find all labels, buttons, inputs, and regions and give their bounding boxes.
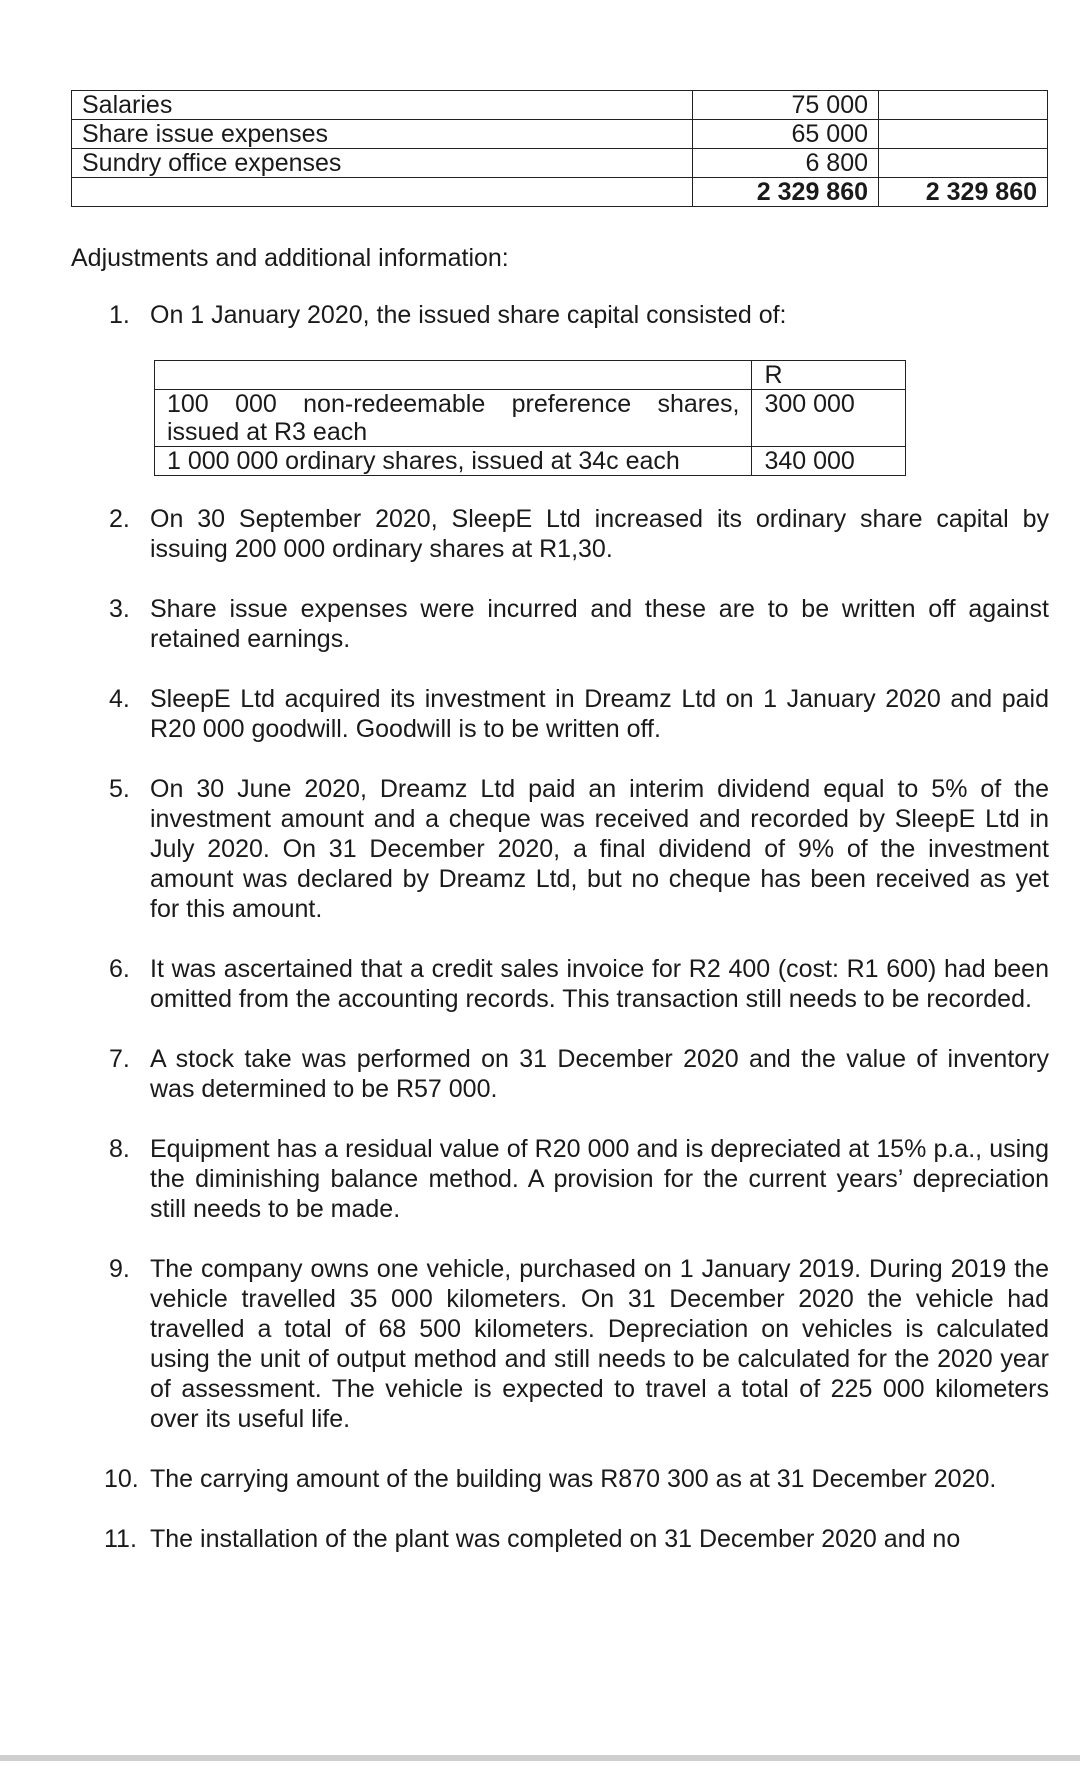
- credit-cell: [879, 91, 1048, 120]
- item-text: On 30 June 2020, Dreamz Ltd paid an interim dividend equal to 5% of the investment amount and a cheque was received and recorded by SleepE Ltd in July 2020. On 31 December 2020, a final dividend of 9% of the investment amount was declared by Dreamz Ltd, but no cheque has been received as yet for this amount.: [150, 775, 1049, 923]
- table-row: [72, 120, 1048, 149]
- table-row: [72, 91, 1048, 120]
- list-item: [71, 774, 1049, 924]
- item-text: Share issue expenses were incurred and these are to be written off against retained earnings.: [150, 595, 1049, 653]
- adjustments-heading: Adjustments and additional information:: [71, 244, 509, 272]
- share-amount: 340 000: [752, 447, 906, 476]
- item-text: Equipment has a residual value of R20 000 and is depreciated at 15% p.a., using the diminishing balance method. A provision for the current years’ depreciation still needs to be made.: [150, 1135, 1049, 1223]
- list-item: [71, 300, 1049, 476]
- item-number: 6.: [109, 955, 130, 983]
- debit-cell: 65 000: [693, 120, 879, 149]
- trial-balance-table: [71, 90, 1048, 207]
- item-number: 11.: [104, 1525, 137, 1553]
- item-text: On 30 September 2020, SleepE Ltd increased its ordinary share capital by issuing 200 000 ordinary shares at R1,30.: [150, 505, 1049, 563]
- debit-total: 2 329 860: [693, 178, 879, 207]
- row-label: Share issue expenses: [72, 120, 693, 149]
- share-amount: 300 000: [752, 390, 906, 447]
- header-blank: [155, 361, 752, 390]
- list-item: [71, 954, 1049, 1014]
- table-row: [72, 149, 1048, 178]
- table-header-row: [155, 361, 906, 390]
- item-number: 4.: [109, 685, 130, 713]
- item-text: SleepE Ltd acquired its investment in Dreamz Ltd on 1 January 2020 and paid R20 000 goodwill. Goodwill is to be written off.: [150, 685, 1049, 743]
- list-item: [71, 1254, 1049, 1434]
- table-row: [155, 390, 906, 447]
- item-text: The installation of the plant was completed on 31 December 2020 and no: [150, 1525, 961, 1553]
- list-item: [71, 504, 1049, 564]
- totals-row: [72, 178, 1048, 207]
- item-text: It was ascertained that a credit sales invoice for R2 400 (cost: R1 600) had been omitted from the accounting records. This transaction still needs to be recorded.: [150, 955, 1049, 1013]
- item-text: A stock take was performed on 31 December 2020 and the value of inventory was determined to be R57 000.: [150, 1045, 1049, 1103]
- row-label: Sundry office expenses: [72, 149, 693, 178]
- credit-cell: [879, 149, 1048, 178]
- item-number: 10.: [104, 1465, 139, 1493]
- table-row: [155, 447, 906, 476]
- list-item: [71, 1464, 1049, 1494]
- page-bottom-divider: [0, 1755, 1080, 1761]
- item-text: The carrying amount of the building was R870 300 as at 31 December 2020.: [150, 1465, 997, 1493]
- item-number: 9.: [109, 1255, 130, 1283]
- credit-total: 2 329 860: [879, 178, 1048, 207]
- item-text: On 1 January 2020, the issued share capital consisted of:: [150, 301, 787, 329]
- item-number: 7.: [109, 1045, 130, 1073]
- adjustments-list: [71, 300, 1049, 1554]
- list-item: [71, 594, 1049, 654]
- item-number: 5.: [109, 775, 130, 803]
- credit-cell: [879, 120, 1048, 149]
- list-item: [71, 1524, 1049, 1554]
- share-label: 1 000 000 ordinary shares, issued at 34c each: [155, 447, 752, 476]
- item-text: The company owns one vehicle, purchased on 1 January 2019. During 2019 the vehicle travelled 35 000 kilometers. On 31 December 2020 the vehicle had travelled a total of 68 500 kilometers. Depreciation on vehicles is calculated using the unit of output method and still needs to be calculated for the 2020 year of assessment. The vehicle is expected to travel a total of 225 000 kilometers over its useful life.: [150, 1255, 1049, 1433]
- totals-label: [72, 178, 693, 207]
- share-capital-table: [154, 360, 906, 476]
- list-item: [71, 1044, 1049, 1104]
- list-item: [71, 684, 1049, 744]
- currency-header: R: [752, 361, 906, 390]
- item-number: 3.: [109, 595, 130, 623]
- row-label: Salaries: [72, 91, 693, 120]
- debit-cell: 75 000: [693, 91, 879, 120]
- item-number: 1.: [109, 301, 130, 329]
- item-number: 2.: [109, 505, 130, 533]
- list-item: [71, 1134, 1049, 1224]
- debit-cell: 6 800: [693, 149, 879, 178]
- item-number: 8.: [109, 1135, 130, 1163]
- share-label: 100 000 non-redeemable preference shares, issued at R3 each: [155, 390, 752, 447]
